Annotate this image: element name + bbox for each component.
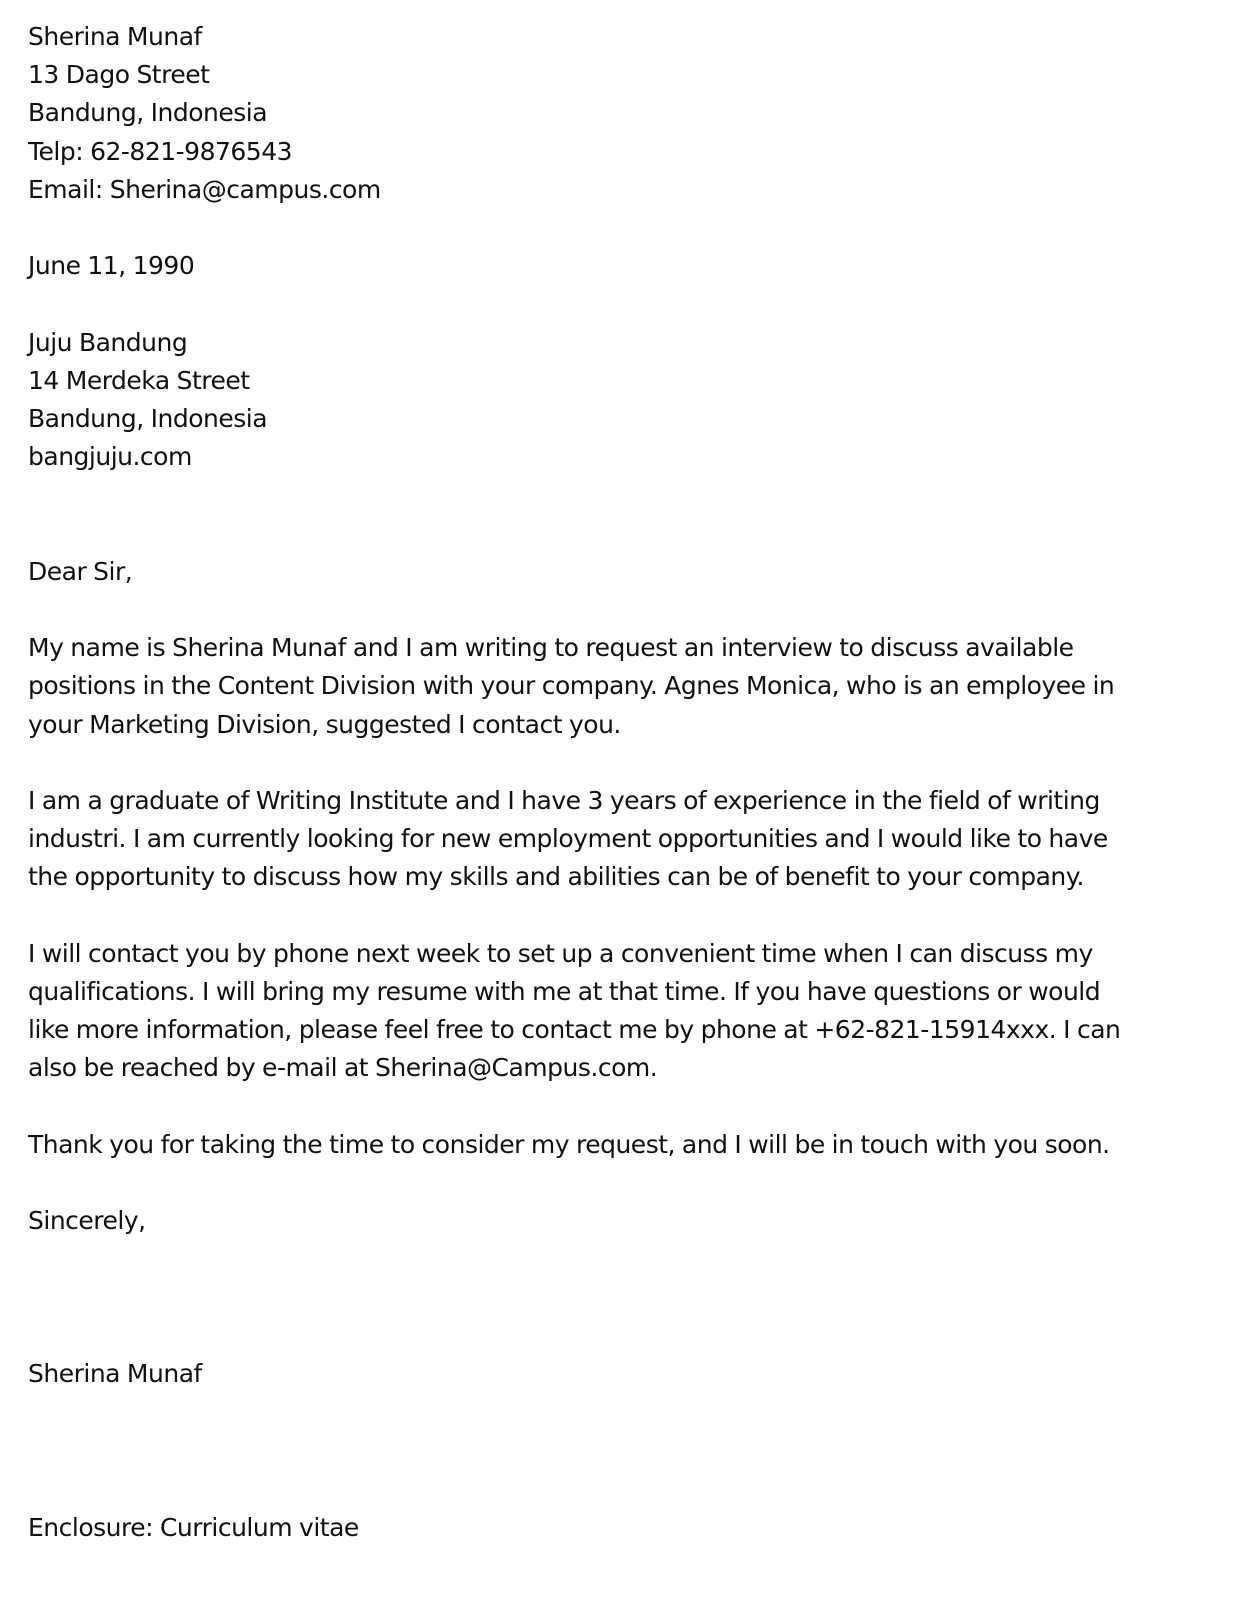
recipient-name: Juju Bandung xyxy=(28,327,188,357)
sender-address-block xyxy=(28,18,1218,209)
body-line: I will contact you by phone next week to set up a convenient time when I can discuss my xyxy=(28,938,1093,968)
recipient-street: 14 Merdeka Street xyxy=(28,365,250,395)
salutation: Dear Sir, xyxy=(28,556,133,586)
sender-name: Sherina Munaf xyxy=(28,22,202,51)
body-line: your Marketing Division, suggested I contact you. xyxy=(28,709,621,739)
signature-name: Sherina Munaf xyxy=(28,1359,202,1389)
recipient-website: bangjuju.com xyxy=(28,442,192,472)
sender-phone: Telp: 62-821-9876543 xyxy=(28,136,292,166)
body-line: positions in the Content Division with your company. Agnes Monica, who is an employee in xyxy=(28,671,1115,701)
closing: Sincerely, xyxy=(28,1206,146,1236)
letter-date: June 11, 1990 xyxy=(28,251,195,281)
body-line: qualifications. I will bring my resume with me at that time. If you have questions or would xyxy=(28,976,1101,1006)
body-paragraph-4 xyxy=(28,1126,1218,1164)
body-paragraph-3 xyxy=(28,935,1218,1088)
body-line: also be reached by e-mail at Sherina@Campus.com. xyxy=(28,1053,658,1083)
sender-city: Bandung, Indonesia xyxy=(28,98,268,128)
enclosure-note: Enclosure: Curriculum vitae xyxy=(28,1512,359,1542)
body-paragraph-1 xyxy=(28,629,1218,744)
body-line: the opportunity to discuss how my skills and abilities can be of benefit to your company. xyxy=(28,862,1084,892)
body-line: like more information, please feel free to contact me by phone at +62-821-15914xxx. I can xyxy=(28,1015,1121,1045)
body-line: My name is Sherina Munaf and I am writing to request an interview to discuss available xyxy=(28,633,1074,663)
body-line: Thank you for taking the time to consider my request, and I will be in touch with you soon. xyxy=(28,1129,1110,1159)
sender-email: Email: Sherina@campus.com xyxy=(28,174,381,204)
recipient-city: Bandung, Indonesia xyxy=(28,404,268,433)
sender-street: 13 Dago Street xyxy=(28,60,210,90)
body-line: industri. I am currently looking for new employment opportunities and I would like to have xyxy=(28,824,1108,854)
body-paragraph-2 xyxy=(28,782,1218,897)
recipient-address-block xyxy=(28,324,1218,477)
letter-page xyxy=(28,18,1218,1547)
body-line: I am a graduate of Writing Institute and I have 3 years of experience in the field of writing xyxy=(28,785,1100,815)
